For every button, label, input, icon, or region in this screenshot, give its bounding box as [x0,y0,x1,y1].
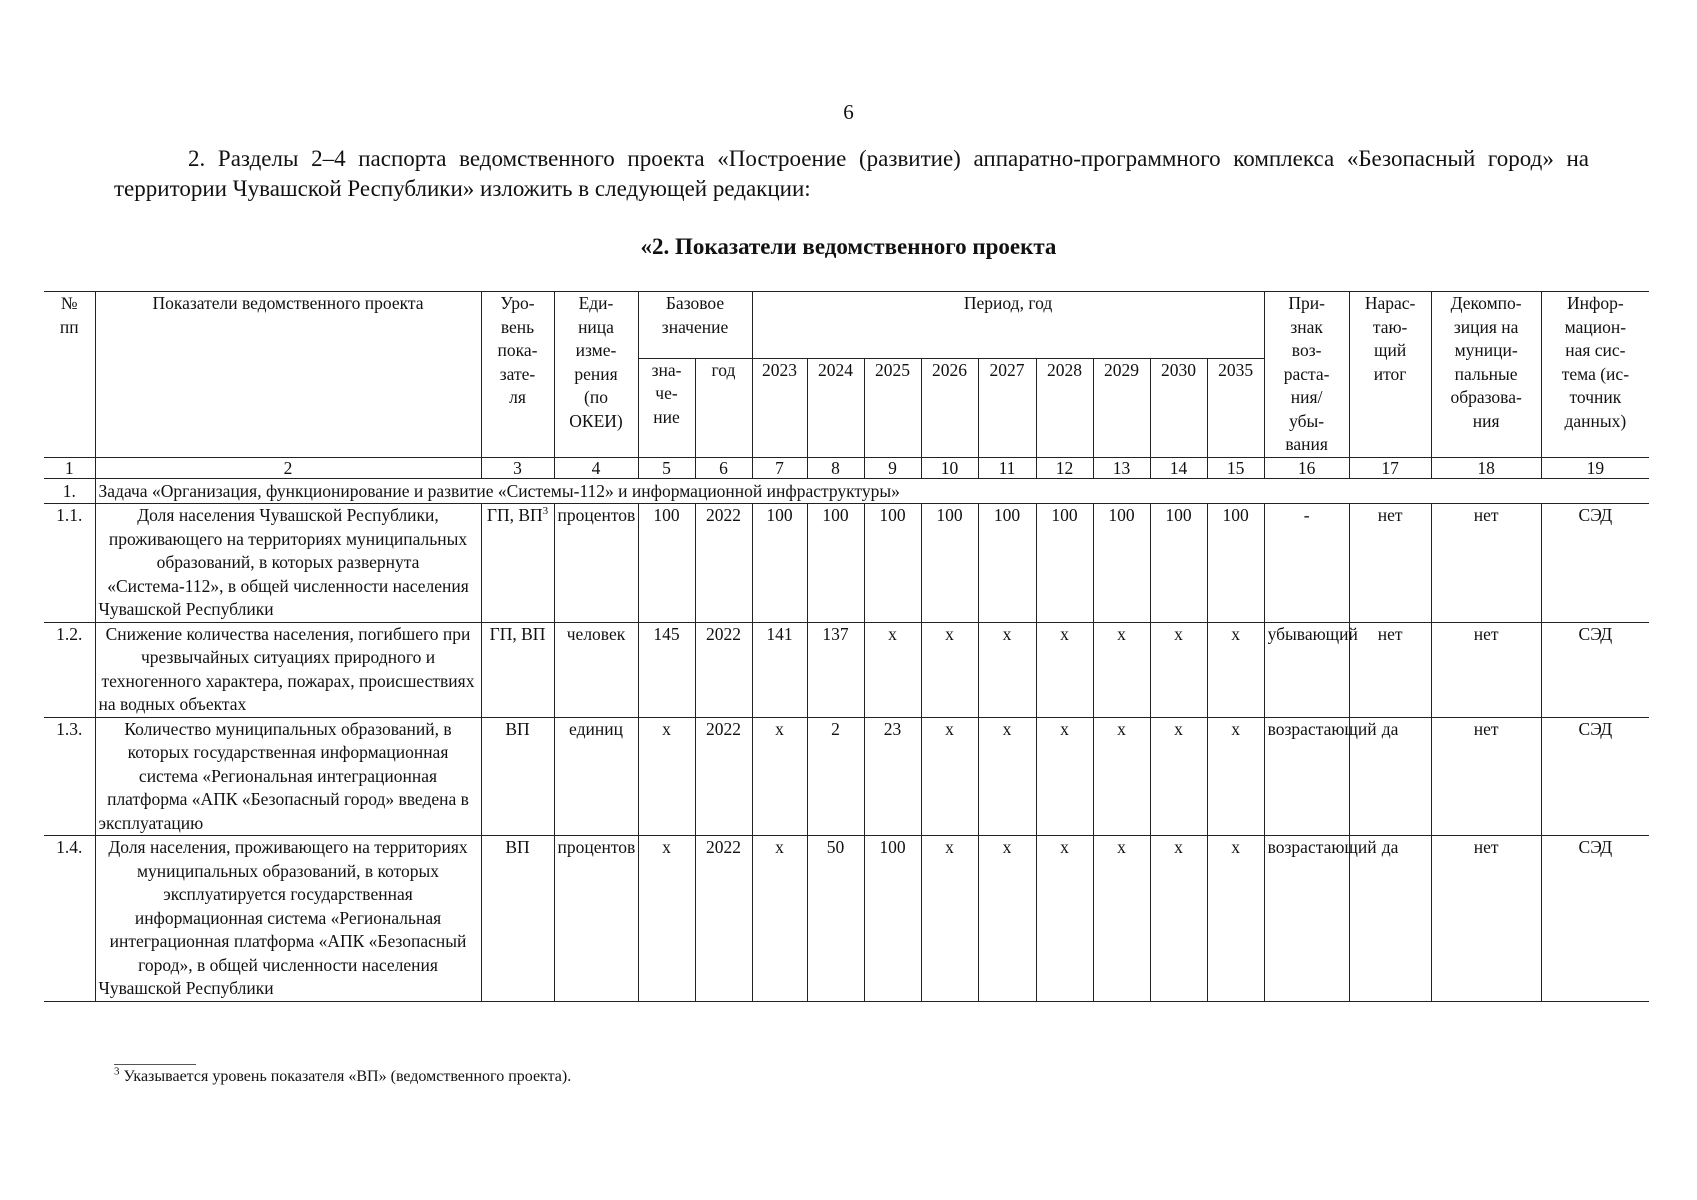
row-trend: возрастающий [1264,717,1349,836]
row-year-value: х [978,836,1036,1002]
row-trend: убывающий [1264,622,1349,717]
row-trend: возрастающий [1264,836,1349,1002]
row-info-system: СЭД [1541,717,1649,836]
column-number: 15 [1207,458,1264,479]
header-base-value: зна- че- ние [638,358,695,457]
header-decomposition: Декомпо- зиция на муници- пальные образова- ния [1431,292,1541,458]
row-year-value: х [1207,836,1264,1002]
header-year [1207,358,1264,457]
row-num: 1.4. [44,836,95,1002]
row-cumulative: да [1349,717,1431,836]
table-row [44,836,1649,1002]
header-year-label: 2028 [1047,359,1083,380]
header-base: Базовое значение [638,292,752,359]
table-row [44,717,1649,836]
row-indicator-name: Доля населения, проживающего на территориях муниципальных образований, в которых эксплуатируется государственная информационная система «Региональная интеграционная платформа «АПК «Безопасный город», в общей численности населения Чувашской Республики [95,836,481,1002]
row-unit: единиц [554,717,638,836]
row-info-system: СЭД [1541,836,1649,1002]
header-unit: Еди- ница изме- рения (по ОКЕИ) [554,292,638,458]
row-year-value: 100 [864,504,921,623]
header-base-year: год [695,358,752,457]
row-base-value: 145 [638,622,695,717]
task-row [44,479,1649,504]
row-unit: процентов [554,836,638,1002]
column-number: 16 [1264,458,1349,479]
header-year-label: 2025 [875,359,911,380]
header-year [921,358,978,457]
row-year-value: 100 [864,836,921,1002]
row-base-year: 2022 [695,622,752,717]
row-year-value: х [752,717,807,836]
column-numbers-row [44,458,1649,479]
row-cumulative: нет [1349,622,1431,717]
header-year-label: 2030 [1161,359,1197,380]
row-unit: человек [554,622,638,717]
row-cumulative: нет [1349,504,1431,623]
column-number: 7 [752,458,807,479]
column-number: 10 [921,458,978,479]
row-year-value: 23 [864,717,921,836]
column-number: 4 [554,458,638,479]
row-year-value: х [921,836,978,1002]
row-decomposition: нет [1431,717,1541,836]
row-level [481,622,554,717]
row-year-value: 100 [1150,504,1207,623]
header-indicator: Показатели ведомственного проекта [95,292,481,458]
row-year-value: х [1207,622,1264,717]
row-year-value: 100 [752,504,807,623]
row-year-value: х [1036,836,1093,1002]
row-year-value: х [1093,717,1150,836]
table-row [44,622,1649,717]
header-level: Уро- вень пока- зате- ля [481,292,554,458]
column-number: 3 [481,458,554,479]
row-year-value: 2 [807,717,864,836]
row-num: 1.1. [44,504,95,623]
row-level [481,504,554,623]
intro-paragraph: 2. Разделы 2–4 паспорта ведомственного проекта «Построение (развитие) аппаратно-программного комплекса «Безопасный город» на территории Чувашской Республики» изложить в следующей редакции: [114,146,1589,201]
row-base-value: х [638,717,695,836]
row-year-value: х [921,717,978,836]
row-year-value: х [1207,717,1264,836]
header-year [864,358,921,457]
row-decomposition: нет [1431,836,1541,1002]
column-number: 18 [1431,458,1541,479]
row-year-value: х [921,622,978,717]
row-year-value: х [1150,717,1207,836]
column-number: 11 [978,458,1036,479]
header-cumulative: Нарас- таю- щий итог [1349,292,1431,458]
row-year-value: 141 [752,622,807,717]
row-level-footnote-mark: 3 [542,505,549,518]
row-level [481,717,554,836]
footnote-mark: 3 [114,1065,120,1078]
row-level-text: ГП, ВП [486,505,543,525]
row-base-year: 2022 [695,504,752,623]
row-indicator-name: Снижение количества населения, погибшего при чрезвычайных ситуациях природного и техногенного характера, пожарах, происшествиях на водных объектах [95,622,481,717]
column-number: 9 [864,458,921,479]
column-number: 8 [807,458,864,479]
row-year-value: 100 [921,504,978,623]
row-cumulative: да [1349,836,1431,1002]
row-level [481,836,554,1002]
row-year-value: 100 [1207,504,1264,623]
header-period: Период, год [752,292,1264,359]
row-trend: - [1264,504,1349,623]
header-info-system: Инфор- мацион- ная сис- тема (ис- точник данных) [1541,292,1649,458]
header-year-label: 2024 [818,359,854,380]
header-num: № пп [44,292,95,458]
row-year-value: х [1150,836,1207,1002]
header-year [807,358,864,457]
row-unit: процентов [554,504,638,623]
column-number: 1 [44,458,95,479]
row-info-system: СЭД [1541,622,1649,717]
table-row [44,504,1649,623]
row-year-value: 100 [1036,504,1093,623]
section-title: «2. Показатели ведомственного проекта [640,234,1057,259]
header-year-label: 2026 [932,359,968,380]
row-year-value: 100 [807,504,864,623]
row-level-text: ВП [505,718,530,739]
row-year-value: х [1093,622,1150,717]
column-number: 14 [1150,458,1207,479]
task-text: Задача «Организация, функционирование и развитие «Системы-112» и информационной инфраструктуры» [95,479,1649,504]
header-trend: При- знак воз- раста- ния/ убы- вания [1264,292,1349,458]
row-decomposition: нет [1431,622,1541,717]
footnote-text: Указывается уровень показателя «ВП» (ведомственного проекта). [123,1068,572,1085]
footnote-divider [114,1064,196,1065]
row-year-value: х [1150,622,1207,717]
row-base-year: 2022 [695,717,752,836]
row-level-text: ГП, ВП [489,623,546,644]
column-number: 12 [1036,458,1093,479]
row-year-value: х [1036,622,1093,717]
row-year-value: х [1093,836,1150,1002]
row-base-year: 2022 [695,836,752,1002]
column-number: 6 [695,458,752,479]
header-year-label: 2027 [989,359,1025,380]
header-year-label: 2029 [1104,359,1140,380]
row-year-value: х [752,836,807,1002]
row-year-value: 137 [807,622,864,717]
row-indicator-name: Количество муниципальных образований, в которых государственная информационная система «Региональная интеграционная платформа «АПК «Безопасный город» введена в эксплуатацию [95,717,481,836]
header-year-label: 2035 [1218,359,1254,380]
row-year-value: 50 [807,836,864,1002]
row-year-value: х [1036,717,1093,836]
task-num: 1. [44,479,95,504]
row-base-value: 100 [638,504,695,623]
row-year-value: 100 [1093,504,1150,623]
row-year-value: х [864,622,921,717]
header-year [1093,358,1150,457]
row-num: 1.3. [44,717,95,836]
indicators-table [44,291,1649,1002]
row-decomposition: нет [1431,504,1541,623]
header-year [1150,358,1207,457]
column-number: 5 [638,458,695,479]
row-base-value: х [638,836,695,1002]
column-number: 19 [1541,458,1649,479]
row-num: 1.2. [44,622,95,717]
row-year-value: 100 [978,504,1036,623]
row-info-system: СЭД [1541,504,1649,623]
row-year-value: х [978,717,1036,836]
header-year [1036,358,1093,457]
column-number: 13 [1093,458,1150,479]
row-year-value: х [978,622,1036,717]
header-year [752,358,807,457]
footnote [114,1065,572,1086]
header-year-label: 2023 [762,359,798,380]
row-level-text: ВП [505,837,530,857]
row-indicator-name: Доля населения Чувашской Республики, проживающего на территориях муниципальных образований, в которых развернута «Система-112», в общей численности населения Чувашской Республики [95,504,481,623]
header-year [978,358,1036,457]
column-number: 2 [95,458,481,479]
page-number: 6 [843,100,854,124]
column-number: 17 [1349,458,1431,479]
